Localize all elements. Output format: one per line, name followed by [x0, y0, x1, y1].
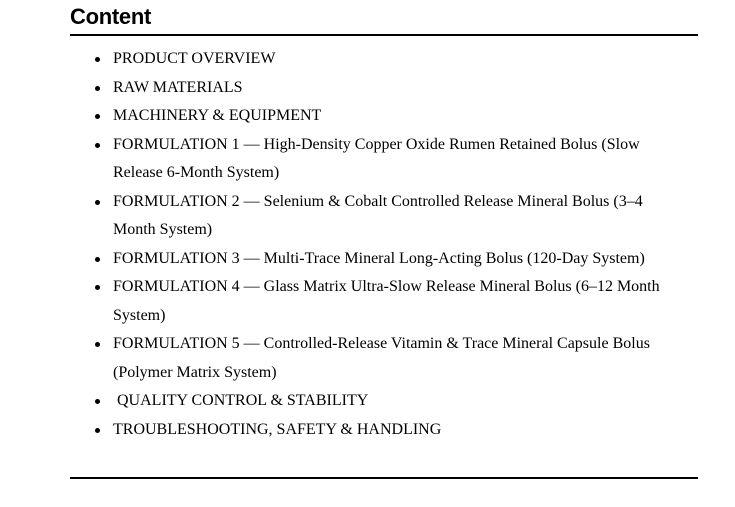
- toc-item-formulation-2: [70, 188, 662, 245]
- toc-item-formulation-4: [70, 273, 662, 330]
- toc-item-label: RAW MATERIALS: [113, 78, 243, 96]
- toc-item-label: FORMULATION 3 — Multi-Trace Mineral Long-Acting Bolus (120-Day System): [113, 249, 645, 267]
- title-underline-rule: [70, 34, 698, 36]
- toc-item-machinery-equipment: [70, 102, 662, 131]
- bullet-icon: [95, 114, 100, 119]
- table-of-contents: [70, 45, 662, 444]
- toc-item-formulation-3: [70, 245, 662, 274]
- toc-item-formulation-1: [70, 131, 662, 188]
- toc-item-product-overview: [70, 45, 662, 74]
- toc-item-label: PRODUCT OVERVIEW: [113, 50, 276, 67]
- toc-item-quality-control: [70, 387, 662, 416]
- bullet-icon: [95, 57, 100, 62]
- bullet-icon: [95, 428, 100, 433]
- toc-item-raw-materials: [70, 74, 662, 103]
- bullet-icon: [95, 86, 100, 91]
- bullet-icon: [95, 257, 100, 262]
- toc-item-troubleshooting: [70, 416, 662, 445]
- bullet-icon: [95, 200, 100, 205]
- toc-item-label: FORMULATION 5 — Controlled-Release Vitamin & Trace Mineral Capsule Bolus (Polymer Matrix System): [113, 335, 654, 381]
- bullet-icon: [95, 285, 100, 290]
- bullet-icon: [95, 143, 100, 148]
- footer-rule: [70, 477, 698, 479]
- toc-item-label: TROUBLESHOOTING, SAFETY & HANDLING: [113, 420, 442, 438]
- toc-item-label: FORMULATION 4 — Glass Matrix Ultra-Slow Release Mineral Bolus (6–12 Month System): [113, 278, 664, 324]
- toc-item-label: FORMULATION 2 — Selenium & Cobalt Controlled Release Mineral Bolus (3–4 Month System): [113, 192, 647, 238]
- toc-item-label: MACHINERY & EQUIPMENT: [113, 107, 322, 124]
- bullet-icon: [95, 399, 100, 404]
- toc-item-label: QUALITY CONTROL & STABILITY: [113, 392, 369, 409]
- page-title: Content: [70, 4, 151, 29]
- toc-item-label: FORMULATION 1 — High-Density Copper Oxide Rumen Retained Bolus (Slow Release 6-Month System): [113, 135, 644, 181]
- bullet-icon: [95, 342, 100, 347]
- toc-item-formulation-5: [70, 330, 662, 387]
